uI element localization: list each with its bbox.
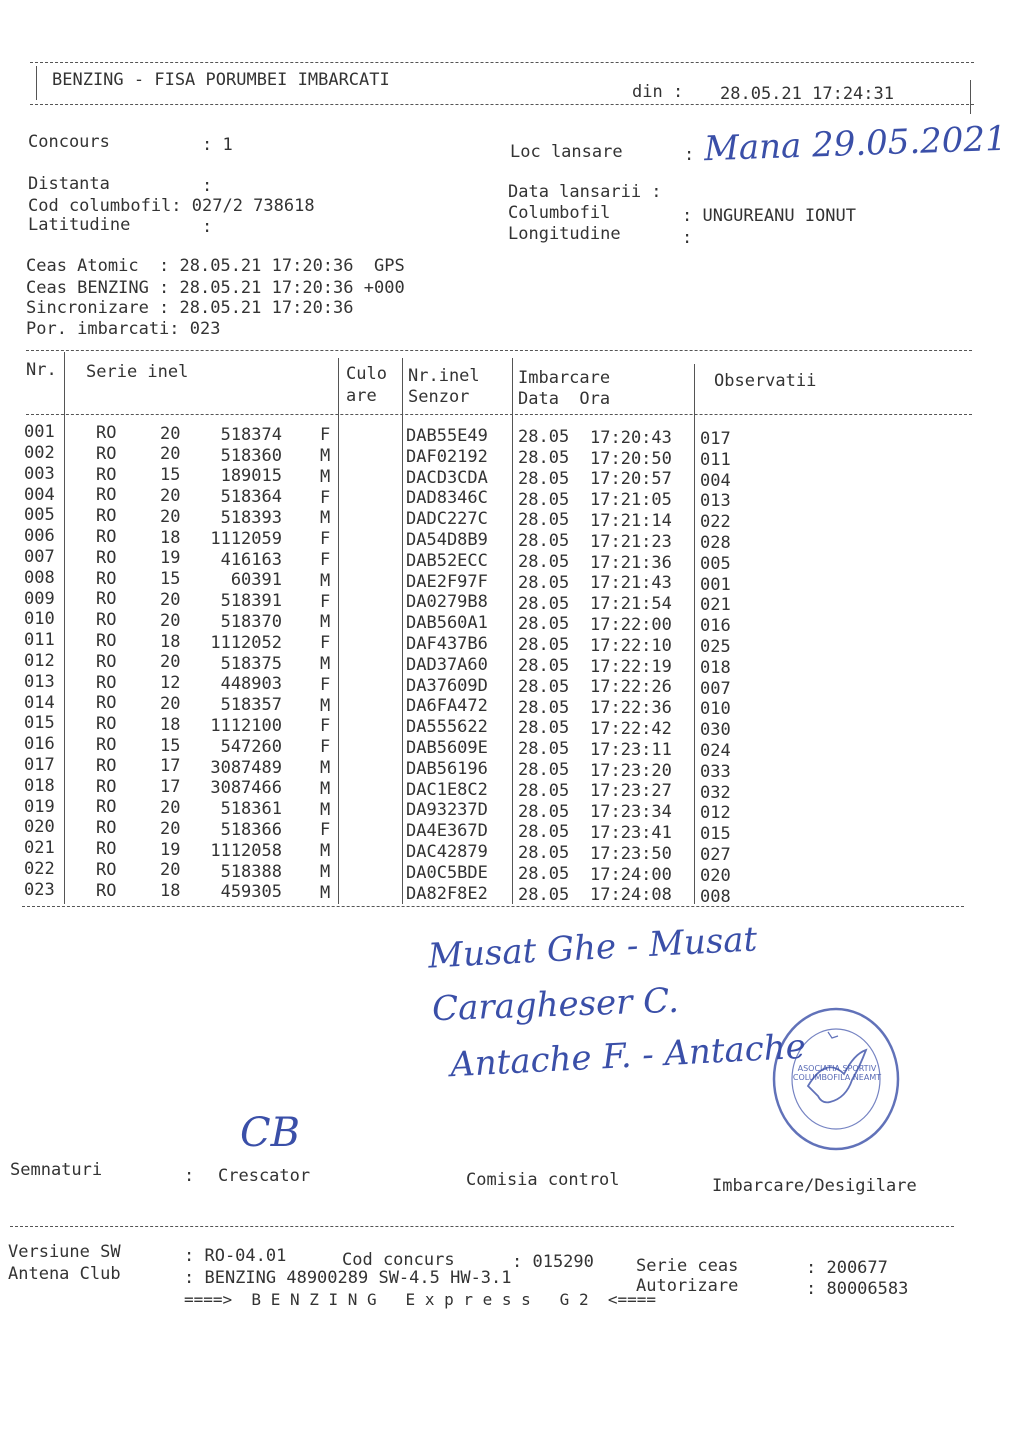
columbofil-value: : UNGUREANU IONUT — [682, 206, 856, 226]
th-culoare-2: are — [346, 386, 377, 406]
cell-ora: 17:20:43 — [590, 427, 672, 448]
por-imbarcati: Por. imbarcati: 023 — [26, 319, 221, 339]
cell-tara: RO — [96, 422, 117, 443]
cell-tara: RO — [96, 880, 117, 901]
cell-an: 15 — [160, 735, 181, 756]
cell-tara: RO — [96, 651, 117, 672]
table-row — [0, 775, 1000, 803]
cell-cod: 028 — [700, 533, 731, 553]
th-nrinel-1: Nr.inel — [408, 366, 480, 386]
cell-sex: M — [320, 695, 331, 716]
concurs-label: Concours — [28, 132, 110, 152]
cell-ora: 17:20:57 — [590, 469, 672, 490]
table-row — [0, 713, 1000, 741]
imbarcare-desigilare-label: Imbarcare/Desigilare — [712, 1176, 917, 1196]
cell-inel: 518360 — [220, 445, 282, 466]
table-row — [0, 505, 1000, 533]
cell-data: 28.05 — [518, 822, 570, 843]
cell-ora: 17:21:14 — [590, 511, 672, 532]
latitudine-label: Latitudine — [28, 215, 131, 235]
serie-ceas-value: : 200677 — [806, 1258, 888, 1278]
table-row — [0, 651, 1000, 678]
cell-senzor: DAC1E8C2 — [406, 779, 488, 800]
cell-data: 28.05 — [518, 531, 570, 552]
cell-tara: RO — [96, 506, 117, 527]
cell-cod: 010 — [700, 699, 731, 720]
cell-senzor: DAD37A60 — [406, 654, 488, 675]
cell-cod: 007 — [700, 678, 731, 699]
cell-data: 28.05 — [518, 468, 570, 489]
cell-inel: 518374 — [220, 424, 282, 445]
th-imbarcare-2: Data Ora — [518, 389, 611, 409]
cell-data: 28.05 — [518, 551, 570, 572]
cell-an: 19 — [160, 548, 181, 569]
distanta-sep: : — [202, 176, 213, 196]
cod-columbofil: Cod columbofil: 027/2 738618 — [28, 196, 315, 216]
cell-data: 28.05 — [518, 843, 570, 864]
table-row — [0, 734, 1000, 761]
cell-nr: 019 — [24, 796, 55, 817]
cell-tara: RO — [96, 755, 117, 776]
cell-tara: RO — [96, 734, 117, 755]
cell-an: 17 — [160, 777, 181, 798]
th-nrinel-2: Senzor — [408, 387, 470, 407]
cell-tara: RO — [96, 818, 117, 839]
cell-ora: 17:23:20 — [590, 760, 672, 781]
cell-senzor: DAF437B6 — [406, 634, 488, 655]
cell-tara: RO — [96, 672, 117, 693]
cell-inel: 3087466 — [210, 778, 282, 799]
cell-cod: 017 — [700, 429, 731, 449]
cell-an: 20 — [160, 610, 181, 631]
cell-an: 19 — [160, 839, 181, 860]
th-observatii: Observatii — [714, 371, 817, 391]
cell-senzor: DA555622 — [406, 717, 488, 738]
cell-senzor: DA4E367D — [406, 821, 488, 842]
cell-ora: 17:23:27 — [590, 781, 672, 802]
cell-senzor: DAB560A1 — [406, 613, 488, 634]
cell-inel: 518366 — [220, 820, 282, 840]
cell-ora: 17:21:54 — [590, 594, 672, 615]
data-lansarii-label: Data lansarii : — [508, 182, 662, 202]
loc-handwritten: Mana 29.05.2021 — [703, 118, 1008, 170]
cell-sex: F — [320, 716, 331, 737]
cell-tara: RO — [96, 610, 117, 631]
cell-cod: 021 — [700, 595, 731, 616]
cell-sex: F — [320, 487, 331, 508]
longitudine-sep: : — [682, 228, 693, 248]
table-row — [0, 609, 1000, 637]
th-imbarcare-1: Imbarcare — [518, 368, 611, 388]
header-bottom-rule — [30, 104, 974, 105]
sincronizare: Sincronizare : 28.05.21 17:20:36 — [26, 298, 354, 318]
cell-an: 20 — [160, 818, 181, 839]
club-stamp — [768, 1004, 904, 1154]
table-row — [0, 817, 1000, 845]
signature-line-1: Musat Ghe - Musat — [427, 919, 759, 977]
cell-ora: 17:22:42 — [590, 719, 672, 740]
cell-ora: 17:21:43 — [590, 573, 672, 594]
cell-data: 28.05 — [518, 863, 570, 884]
cod-concurs-label: Cod concurs — [342, 1250, 455, 1270]
cell-an: 18 — [160, 631, 181, 652]
cell-nr: 021 — [24, 838, 55, 859]
cell-nr: 004 — [24, 484, 55, 505]
semnaturi-label: Semnaturi — [10, 1160, 103, 1180]
cell-sex: F — [320, 820, 331, 841]
cell-sex: M — [320, 653, 331, 674]
cell-an: 20 — [160, 506, 181, 527]
cell-data: 28.05 — [518, 780, 570, 801]
cell-inel: 1112058 — [210, 840, 282, 861]
table-row — [0, 859, 1000, 886]
comisia-label: Comisia control — [466, 1170, 620, 1190]
cell-data: 28.05 — [518, 697, 570, 718]
cell-nr: 022 — [24, 859, 55, 880]
table-row — [0, 838, 1000, 865]
cell-data: 28.05 — [518, 884, 570, 905]
cell-nr: 014 — [24, 692, 55, 713]
cell-inel: 1112100 — [210, 716, 282, 736]
cell-inel: 416163 — [220, 549, 282, 570]
cell-nr: 018 — [24, 775, 55, 796]
cell-an: 15 — [160, 465, 181, 486]
cell-ora: 17:23:11 — [590, 739, 672, 760]
cell-data: 28.05 — [518, 447, 570, 468]
latitudine-sep: : — [202, 217, 213, 237]
columbofil-label: Columbofil — [508, 203, 611, 223]
cell-sex: M — [320, 861, 331, 882]
cell-senzor: DA0C5BDE — [406, 862, 488, 883]
cell-inel: 518391 — [220, 591, 282, 612]
cell-tara: RO — [96, 630, 117, 651]
cell-nr: 002 — [24, 443, 55, 464]
cell-data: 28.05 — [518, 739, 570, 760]
th-culoare-1: Culo — [346, 364, 387, 384]
cell-inel: 518375 — [220, 653, 282, 674]
crescator-label: Crescator — [218, 1166, 311, 1186]
semnaturi-sep: : — [184, 1166, 195, 1186]
cell-an: 20 — [160, 444, 181, 465]
cell-inel: 1112052 — [210, 632, 282, 653]
longitudine-label: Longitudine — [508, 224, 621, 244]
cell-cod: 020 — [700, 865, 731, 886]
cell-inel: 518388 — [220, 861, 282, 882]
cell-tara: RO — [96, 838, 117, 859]
versiune-value: : RO-04.01 — [184, 1246, 287, 1266]
cell-sex: M — [320, 882, 331, 903]
cell-nr: 020 — [24, 817, 55, 838]
cell-data: 28.05 — [518, 655, 570, 676]
cell-an: 20 — [160, 797, 181, 818]
cell-senzor: DAC42879 — [406, 842, 488, 863]
cell-ora: 17:23:50 — [590, 843, 672, 864]
cell-senzor: DAD8346C — [406, 488, 488, 509]
table-row — [0, 547, 1000, 574]
cell-tara: RO — [96, 797, 117, 818]
cell-cod: 001 — [700, 574, 731, 595]
header-right-edge — [970, 80, 971, 114]
cell-inel: 547260 — [220, 736, 282, 757]
serie-ceas-label: Serie ceas — [636, 1256, 739, 1276]
cell-senzor: DA54D8B9 — [406, 530, 488, 551]
din-value: 28.05.21 17:24:31 — [720, 84, 894, 104]
cell-an: 12 — [160, 673, 181, 694]
cell-cod: 022 — [700, 512, 731, 533]
cell-inel: 3087489 — [210, 757, 282, 778]
cell-ora: 17:23:41 — [590, 823, 672, 844]
cell-nr: 007 — [24, 547, 55, 568]
cell-nr: 015 — [24, 713, 55, 734]
cell-sex: F — [320, 425, 331, 446]
cell-data: 28.05 — [518, 427, 570, 448]
concurs-value: : 1 — [202, 135, 233, 155]
versiune-label: Versiune SW — [8, 1242, 121, 1262]
cod-concurs-value: : 015290 — [512, 1252, 594, 1272]
signature-line-2: Caragheser C. — [431, 980, 680, 1030]
cell-nr: 009 — [24, 588, 55, 609]
ceas-benzing: Ceas BENZING : 28.05.21 17:20:36 +000 — [26, 278, 405, 298]
cell-senzor: DACD3CDA — [406, 467, 488, 488]
cell-senzor: DA93237D — [406, 800, 488, 821]
cell-sex: M — [320, 799, 331, 820]
cell-nr: 006 — [24, 526, 55, 547]
table-bottom-rule — [22, 906, 964, 907]
cell-ora: 17:21:36 — [590, 552, 672, 573]
cell-tara: RO — [96, 693, 117, 714]
cell-senzor: DAE2F97F — [406, 571, 488, 592]
cell-sex: M — [320, 466, 331, 487]
cell-data: 28.05 — [518, 759, 570, 780]
cell-data: 28.05 — [518, 572, 570, 593]
cell-tara: RO — [96, 589, 117, 610]
table-row — [0, 755, 1000, 782]
cell-cod: 030 — [700, 720, 731, 741]
cell-cod: 027 — [700, 845, 731, 865]
cell-an: 17 — [160, 756, 181, 777]
cell-cod: 016 — [700, 616, 731, 637]
cell-cod: 011 — [700, 449, 731, 470]
table-row — [0, 567, 1000, 595]
cell-cod: 033 — [700, 761, 731, 782]
autorizare-label: Autorizare — [636, 1276, 739, 1296]
table-row — [0, 796, 1000, 824]
cell-sex: F — [320, 633, 331, 654]
cell-an: 18 — [160, 714, 181, 735]
cell-sex: M — [320, 841, 331, 862]
cell-cod: 032 — [700, 782, 731, 803]
table-row — [0, 526, 1000, 553]
cell-sex: M — [320, 612, 331, 633]
cell-data: 28.05 — [518, 676, 570, 697]
cell-ora: 17:22:00 — [590, 615, 672, 636]
cell-tara: RO — [96, 464, 117, 485]
cell-an: 20 — [160, 652, 181, 673]
cell-senzor: DAB55E49 — [406, 426, 488, 447]
benzing-express-line: ====> B E N Z I N G E x p r e s s G 2 <==== — [184, 1290, 657, 1309]
table-row — [0, 630, 1000, 657]
cell-inel: 1112059 — [210, 528, 282, 549]
th-serie-inel: Serie inel — [86, 362, 189, 382]
cell-ora: 17:20:50 — [590, 448, 672, 469]
cell-nr: 005 — [24, 505, 55, 526]
table-row — [0, 879, 1000, 907]
cell-nr: 017 — [24, 755, 55, 776]
header-top-rule — [30, 62, 974, 63]
cell-cod: 013 — [700, 491, 731, 512]
cell-nr: 023 — [24, 879, 55, 900]
header-left-edge — [36, 66, 37, 100]
cell-ora: 17:24:08 — [590, 885, 672, 906]
cell-sex: F — [320, 529, 331, 550]
table-header-rule — [26, 414, 972, 415]
din-label: din : — [632, 82, 684, 102]
cell-ora: 17:22:10 — [590, 635, 672, 656]
cell-an: 15 — [160, 569, 181, 590]
cell-nr: 013 — [24, 671, 55, 692]
cell-cod: 015 — [700, 824, 731, 845]
cell-senzor: DADC227C — [406, 509, 488, 530]
cell-an: 20 — [160, 860, 181, 881]
table-row — [0, 484, 1000, 512]
antena-value: : BENZING 48900289 SW-4.5 HW-3.1 — [184, 1268, 512, 1288]
cell-inel: 518361 — [220, 799, 282, 820]
cell-tara: RO — [96, 443, 117, 464]
cell-data: 28.05 — [518, 614, 570, 635]
cell-inel: 518370 — [220, 612, 282, 632]
cell-inel: 518393 — [220, 508, 282, 528]
cell-inel: 60391 — [230, 570, 282, 591]
antena-label: Antena Club — [8, 1264, 121, 1284]
table-top-rule — [26, 350, 972, 351]
cell-data: 28.05 — [518, 510, 570, 531]
cell-nr: 016 — [24, 734, 55, 755]
th-nr: Nr. — [26, 360, 57, 380]
cell-sex: F — [320, 737, 331, 758]
cell-senzor: DA37609D — [406, 675, 488, 696]
cell-ora: 17:24:00 — [590, 864, 672, 885]
stamp-text: ASOCIATIA SPORTIV COLUMBOFILA NEAMT — [792, 1064, 882, 1082]
cell-senzor: DAB52ECC — [406, 550, 488, 571]
cell-tara: RO — [96, 547, 117, 568]
cell-data: 28.05 — [518, 718, 570, 739]
cell-senzor: DAF02192 — [406, 446, 488, 467]
footer-rule — [10, 1226, 954, 1227]
cell-senzor: DA6FA472 — [406, 696, 488, 717]
cell-cod: 024 — [700, 741, 731, 761]
cell-nr: 011 — [24, 630, 55, 651]
table-row — [0, 422, 1000, 449]
cell-sex: M — [320, 508, 331, 529]
cell-an: 18 — [160, 527, 181, 548]
table-row — [0, 692, 1000, 720]
table-row — [0, 443, 1000, 470]
cell-an: 20 — [160, 693, 181, 714]
cell-inel: 448903 — [220, 674, 282, 695]
cell-sex: F — [320, 674, 331, 695]
cell-cod: 018 — [700, 657, 731, 678]
ceas-atomic: Ceas Atomic : 28.05.21 17:20:36 GPS — [26, 256, 405, 276]
table-row — [0, 588, 1000, 616]
cell-data: 28.05 — [518, 593, 570, 614]
cell-inel: 518364 — [220, 487, 282, 508]
cell-cod: 008 — [700, 886, 731, 907]
cell-nr: 001 — [24, 422, 55, 443]
cell-nr: 003 — [24, 463, 55, 484]
cell-nr: 010 — [24, 609, 55, 630]
cell-ora: 17:22:36 — [590, 698, 672, 719]
cell-sex: M — [320, 757, 331, 778]
cell-data: 28.05 — [518, 635, 570, 656]
cell-sex: F — [320, 591, 331, 612]
page-title: BENZING - FISA PORUMBEI IMBARCATI — [52, 70, 390, 90]
cell-ora: 17:22:26 — [590, 677, 672, 698]
cell-ora: 17:21:23 — [590, 531, 672, 552]
signature-line-3: Antache F. - Antache — [449, 1026, 807, 1086]
cell-senzor: DAB5609E — [406, 738, 488, 759]
cell-sex: M — [320, 778, 331, 799]
cell-data: 28.05 — [518, 801, 570, 822]
distanta-label: Distanta — [28, 174, 110, 194]
cell-senzor: DA82F8E2 — [406, 883, 488, 904]
cell-data: 28.05 — [518, 489, 570, 510]
cell-cod: 012 — [700, 803, 731, 824]
crescator-signature: CB — [240, 1110, 300, 1156]
cell-an: 20 — [160, 423, 181, 444]
cell-inel: 518357 — [220, 695, 282, 716]
loc-sep: : — [684, 145, 695, 165]
cell-cod: 004 — [700, 470, 731, 491]
cell-nr: 012 — [24, 651, 55, 672]
cell-sex: M — [320, 570, 331, 591]
cell-cod: 005 — [700, 553, 731, 574]
table-row — [0, 463, 1000, 491]
cell-an: 20 — [160, 589, 181, 610]
cell-tara: RO — [96, 714, 117, 735]
cell-cod: 025 — [700, 637, 731, 657]
cell-tara: RO — [96, 568, 117, 589]
autorizare-value: : 80006583 — [806, 1279, 909, 1299]
cell-an: 18 — [160, 881, 181, 902]
loc-label: Loc lansare — [510, 142, 623, 162]
table-row — [0, 671, 1000, 699]
cell-an: 20 — [160, 485, 181, 506]
cell-tara: RO — [96, 859, 117, 880]
cell-tara: RO — [96, 485, 117, 506]
cell-ora: 17:22:19 — [590, 656, 672, 677]
cell-tara: RO — [96, 776, 117, 797]
cell-sex: M — [320, 445, 331, 466]
cell-tara: RO — [96, 526, 117, 547]
cell-ora: 17:21:05 — [590, 490, 672, 511]
cell-ora: 17:23:34 — [590, 802, 672, 823]
cell-senzor: DA0279B8 — [406, 592, 488, 613]
cell-nr: 008 — [24, 567, 55, 588]
cell-inel: 189015 — [220, 466, 282, 487]
cell-inel: 459305 — [220, 882, 282, 903]
cell-senzor: DAB56196 — [406, 758, 488, 779]
cell-sex: F — [320, 549, 331, 570]
